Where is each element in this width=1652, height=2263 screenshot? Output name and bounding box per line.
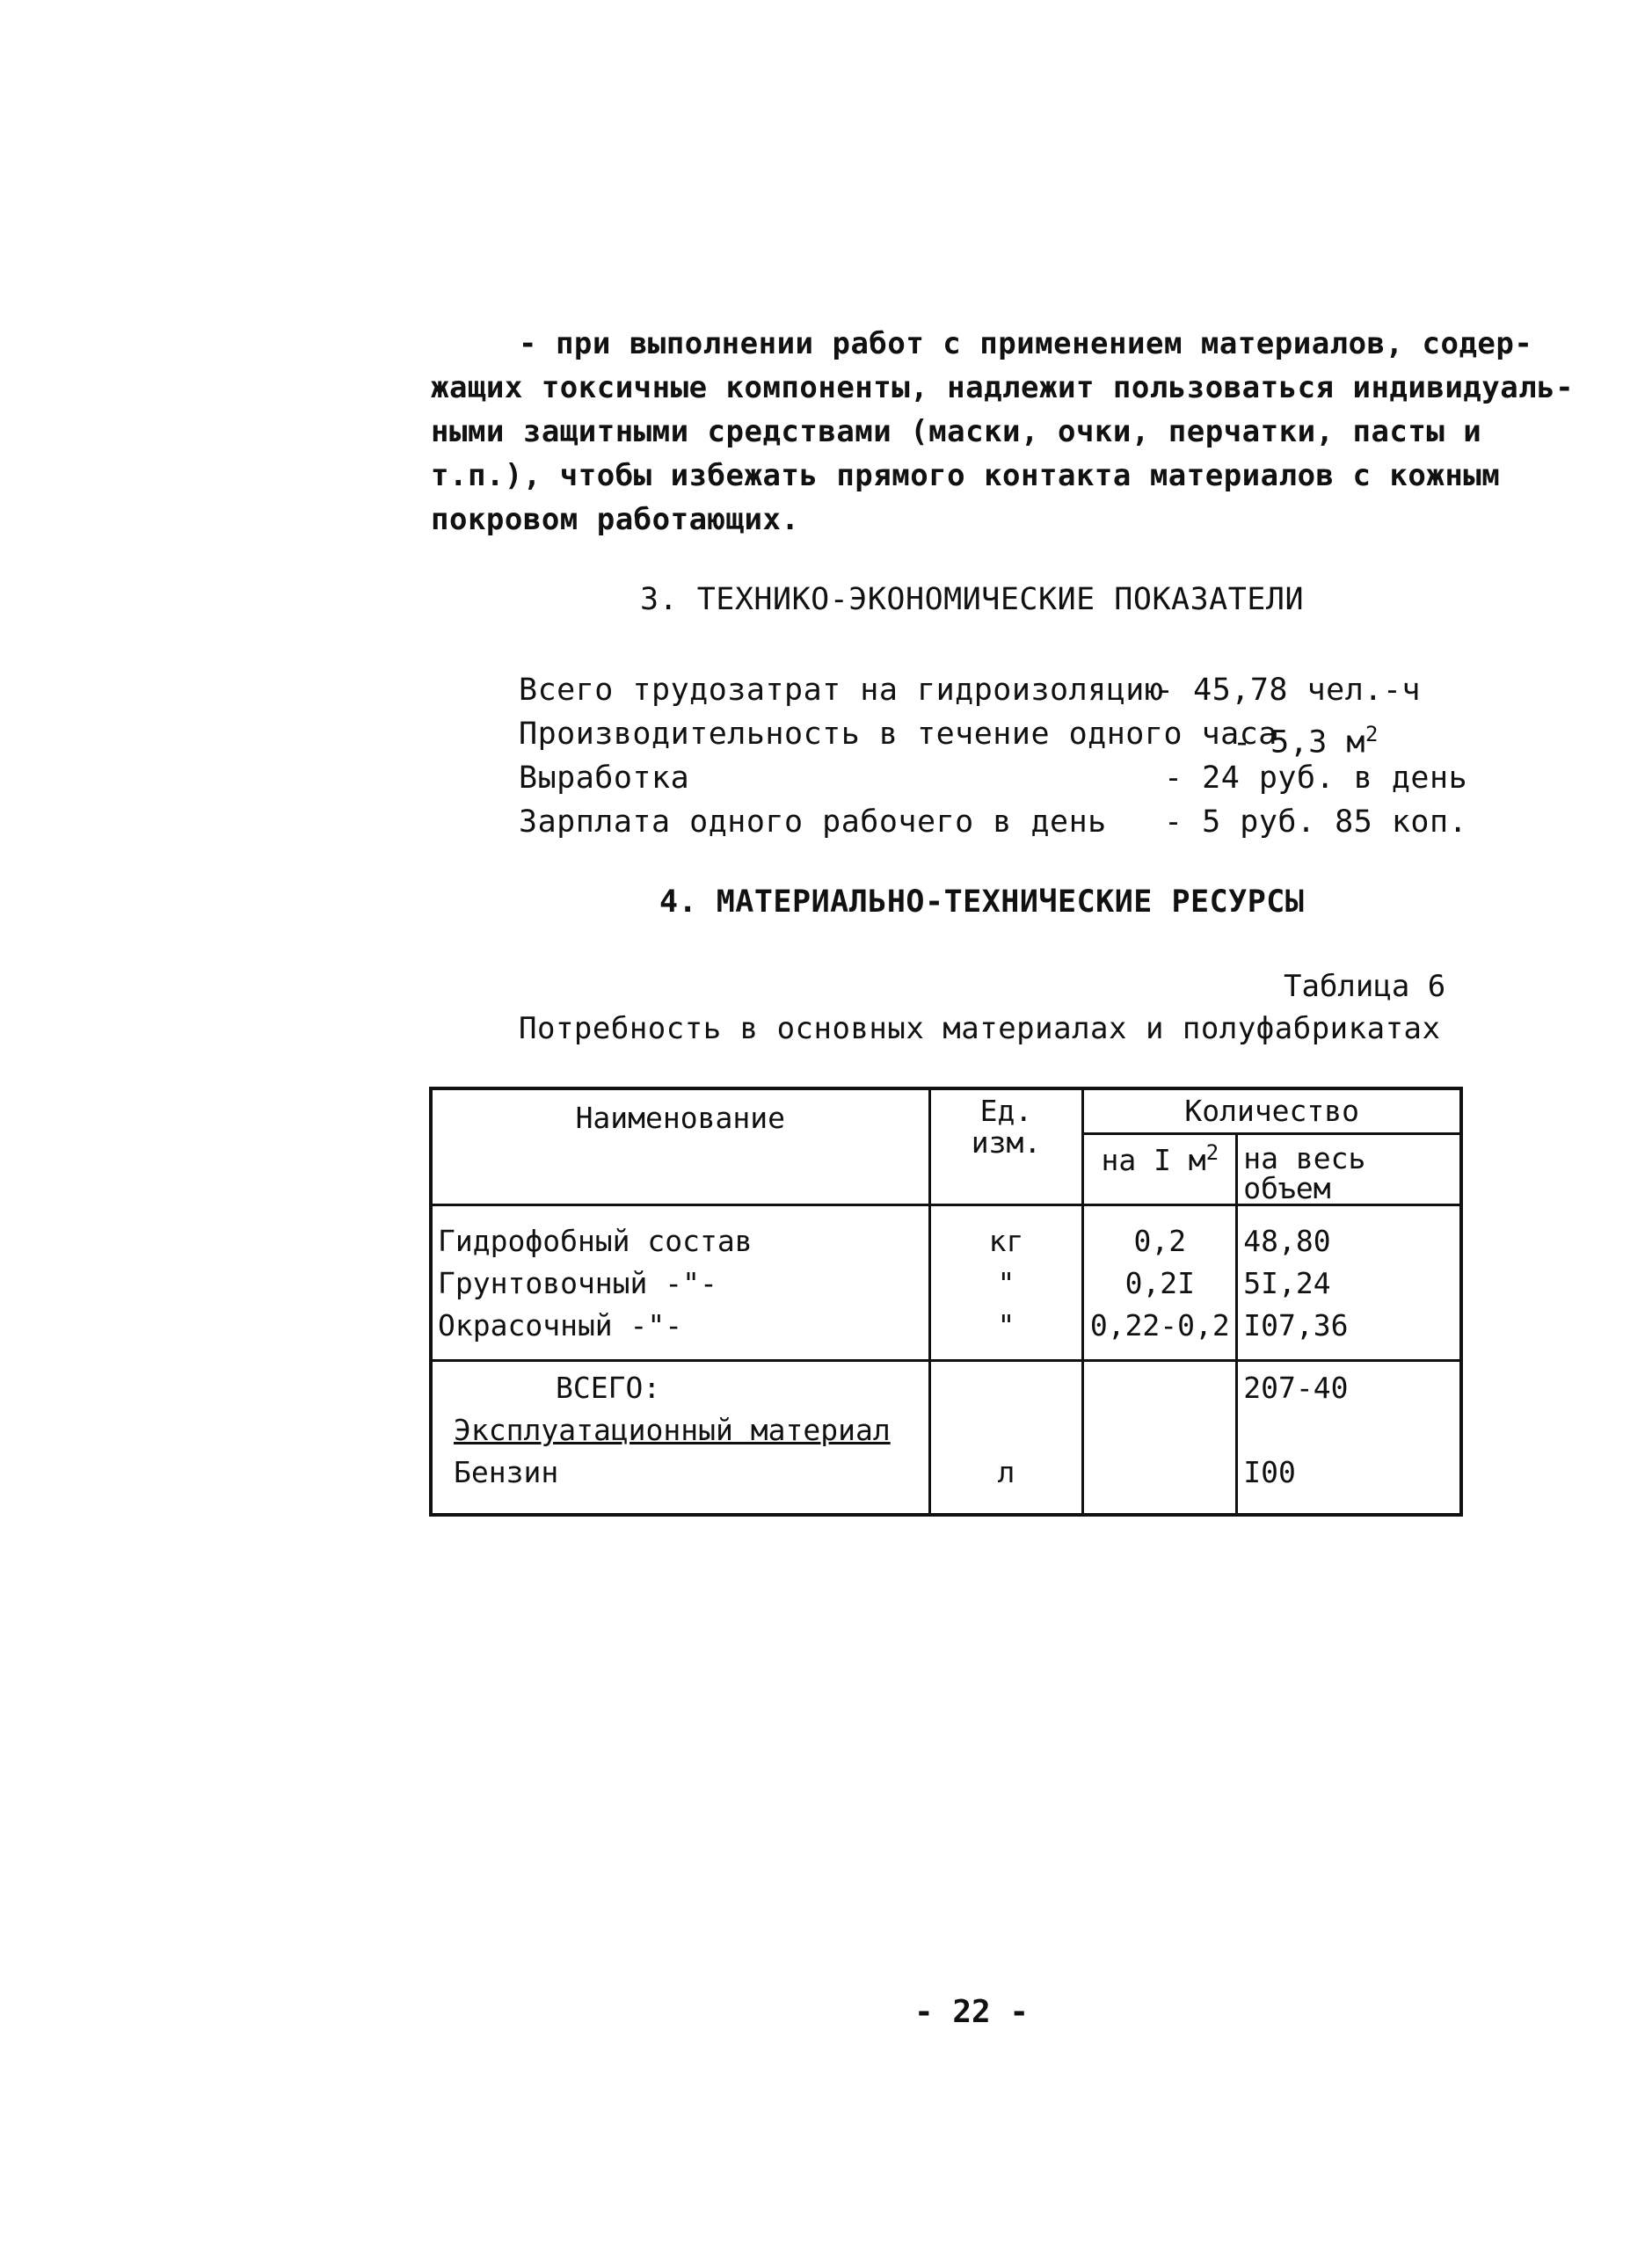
header-quantity: Количество	[1083, 1088, 1461, 1134]
row-name: Гидрофобный состав	[431, 1205, 929, 1263]
empty-cell	[1237, 1409, 1461, 1452]
header-volume-line2: объем	[1243, 1171, 1331, 1205]
exploit-label: Эксплуатационный материал	[454, 1413, 891, 1447]
total-label: ВСЕГО:	[431, 1361, 929, 1410]
indicator-value: - 45,78 чел.-ч	[1155, 673, 1422, 708]
paragraph-line: - при выполнении работ с применением материалов, содер-	[519, 326, 1533, 361]
table-header-row	[431, 1088, 1461, 1134]
paragraph-line: ными защитными средствами (маски, очки, перчатки, пасты и	[431, 414, 1482, 449]
indicator-label: Всего трудозатрат на гидроизоляцию	[519, 673, 1164, 708]
materials-table	[429, 1087, 1463, 1517]
paragraph-line: покровом работающих.	[431, 502, 800, 537]
indicator-value: - 24 руб. в день	[1164, 760, 1468, 796]
row-name: Грунтовочный -"-	[431, 1262, 929, 1305]
safety-paragraph	[431, 322, 1575, 542]
paragraph-line: т.п.), чтобы избежать прямого контакта материалов с кожным	[431, 458, 1501, 493]
row-name: Окрасочный -"-	[431, 1305, 929, 1361]
row-unit: "	[929, 1305, 1083, 1361]
row-unit: л	[929, 1452, 1083, 1515]
total-per-m2	[1083, 1361, 1237, 1410]
table-total-row	[431, 1361, 1461, 1410]
header-volume	[1237, 1134, 1461, 1205]
row-volume: 5I,24	[1237, 1262, 1461, 1305]
total-value: 207-40	[1237, 1361, 1461, 1410]
row-unit: "	[929, 1262, 1083, 1305]
total-unit	[929, 1361, 1083, 1410]
indicator-value: - 5 руб. 85 коп.	[1164, 804, 1468, 840]
row-per-m2: 0,2	[1083, 1205, 1237, 1263]
section-4-heading: 4. МАТЕРИАЛЬНО-ТЕХНИЧЕСКИЕ РЕСУРСЫ	[659, 884, 1305, 920]
header-name: Наименование	[431, 1088, 929, 1205]
row-per-m2: 0,22-0,2	[1083, 1305, 1237, 1361]
indicator-label: Производительность в течение одного часа	[519, 717, 1277, 752]
table-subtitle-row	[431, 1409, 1461, 1452]
row-volume: 48,80	[1237, 1205, 1461, 1263]
header-volume-line1: на весь	[1243, 1141, 1366, 1175]
page-number: - 22 -	[914, 1994, 1030, 2030]
row-unit: кг	[929, 1205, 1083, 1263]
header-per-m2-sup: 2	[1205, 1140, 1219, 1165]
paragraph-line: жащих токсичные компоненты, надлежит пользоваться индивидуаль-	[431, 370, 1575, 405]
table-row	[431, 1452, 1461, 1515]
indicator-label: Зарплата одного рабочего в день	[519, 804, 1107, 840]
row-per-m2: 0,2I	[1083, 1262, 1237, 1305]
header-per-m2	[1083, 1134, 1237, 1205]
empty-cell	[929, 1409, 1083, 1452]
exploit-label-cell	[431, 1409, 929, 1452]
header-unit-line2: изм.	[971, 1125, 1042, 1160]
indicator-label: Выработка	[519, 760, 690, 796]
table-number: Таблица 6	[1284, 969, 1446, 1004]
header-unit-line1: Ед.	[979, 1094, 1033, 1128]
row-volume: I07,36	[1237, 1305, 1461, 1361]
indicator-value: - 5,3 м	[1233, 724, 1366, 760]
row-per-m2	[1083, 1452, 1237, 1515]
header-per-m2-text: на I м	[1101, 1143, 1206, 1177]
row-name: Бензин	[431, 1452, 929, 1515]
section-3-heading: 3. ТЕХНИКО-ЭКОНОМИЧЕСКИЕ ПОКАЗАТЕЛИ	[640, 582, 1305, 617]
row-volume: I00	[1237, 1452, 1461, 1515]
table-row	[431, 1205, 1461, 1263]
table-title: Потребность в основных материалах и полуфабрикатах	[519, 1011, 1441, 1046]
table-row	[431, 1262, 1461, 1305]
header-unit	[929, 1088, 1083, 1205]
indicator-superscript: 2	[1365, 722, 1379, 746]
table-row	[431, 1305, 1461, 1361]
empty-cell	[1083, 1409, 1237, 1452]
